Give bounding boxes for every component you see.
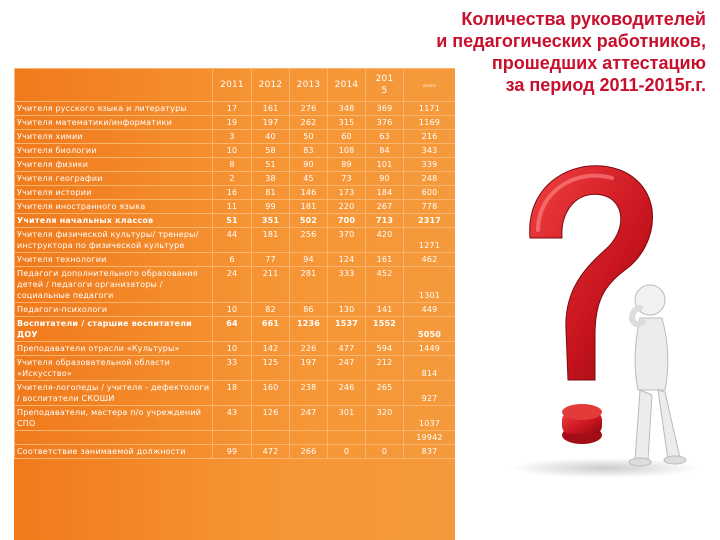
year-value-cell: 63 xyxy=(366,130,404,144)
year-value-cell: 161 xyxy=(252,102,290,116)
total-cell: 1271 xyxy=(404,228,456,253)
year-value-cell: 24 xyxy=(213,267,252,303)
table-row xyxy=(15,356,456,381)
total-cell: 837 xyxy=(404,445,456,459)
year-value-cell: 477 xyxy=(328,342,366,356)
year-value-cell: 146 xyxy=(290,186,328,200)
year-value-cell: 301 xyxy=(328,406,366,431)
year-value-cell: 220 xyxy=(328,200,366,214)
year-value-cell: 594 xyxy=(366,342,404,356)
year-value-cell: 8 xyxy=(213,158,252,172)
total-cell: 343 xyxy=(404,144,456,158)
header-cell-2015: 201 5 xyxy=(366,69,404,102)
year-value-cell: 60 xyxy=(328,130,366,144)
table-row xyxy=(15,317,456,342)
year-value-cell: 89 xyxy=(328,158,366,172)
year-value-cell: 19 xyxy=(213,116,252,130)
year-value-cell: 101 xyxy=(366,158,404,172)
year-value-cell: 50 xyxy=(290,130,328,144)
year-value-cell xyxy=(366,431,404,445)
year-value-cell: 40 xyxy=(252,130,290,144)
header-cell-total: всего xyxy=(404,69,456,102)
year-value-cell: 142 xyxy=(252,342,290,356)
total-cell: 927 xyxy=(404,381,456,406)
row-label: Учителя иностранного языка xyxy=(15,200,213,214)
table-row xyxy=(15,342,456,356)
row-label: Педагоги дополнительного образования детей / педагоги организаторы / социальные педагоги xyxy=(15,267,213,303)
table-header-row xyxy=(15,69,456,102)
year-value-cell: 256 xyxy=(290,228,328,253)
total-cell: 1171 xyxy=(404,102,456,116)
total-cell: 1169 xyxy=(404,116,456,130)
slide-title xyxy=(436,8,706,96)
table-body xyxy=(15,69,456,459)
table-row xyxy=(15,172,456,186)
row-label: Учителя географии xyxy=(15,172,213,186)
row-label: Учителя физической культуры/ тренеры/ инструктора по физической культуре xyxy=(15,228,213,253)
year-value-cell: 0 xyxy=(366,445,404,459)
total-cell: 339 xyxy=(404,158,456,172)
year-value-cell: 370 xyxy=(328,228,366,253)
year-value-cell: 472 xyxy=(252,445,290,459)
year-value-cell: 90 xyxy=(366,172,404,186)
year-value-cell: 125 xyxy=(252,356,290,381)
year-value-cell: 226 xyxy=(290,342,328,356)
year-value-cell: 173 xyxy=(328,186,366,200)
year-value-cell: 3 xyxy=(213,130,252,144)
year-value-cell: 0 xyxy=(328,445,366,459)
year-value-cell: 94 xyxy=(290,253,328,267)
year-value-cell: 33 xyxy=(213,356,252,381)
year-value-cell: 247 xyxy=(328,356,366,381)
year-value-cell: 45 xyxy=(290,172,328,186)
row-label: Учителя начальных классов xyxy=(15,214,213,228)
total-cell: 248 xyxy=(404,172,456,186)
year-value-cell: 51 xyxy=(252,158,290,172)
row-label: Учителя-логопеды / учителя - дефектологи / воспитатели СКОШИ xyxy=(15,381,213,406)
total-cell: 600 xyxy=(404,186,456,200)
table-row xyxy=(15,158,456,172)
year-value-cell: 266 xyxy=(290,445,328,459)
year-value-cell: 369 xyxy=(366,102,404,116)
year-value-cell: 1537 xyxy=(328,317,366,342)
header-cell-2013: 2013 xyxy=(290,69,328,102)
row-label xyxy=(15,431,213,445)
year-value-cell: 83 xyxy=(290,144,328,158)
year-value-cell xyxy=(328,431,366,445)
row-label: Учителя биологии xyxy=(15,144,213,158)
year-value-cell: 58 xyxy=(252,144,290,158)
year-value-cell: 10 xyxy=(213,342,252,356)
year-value-cell: 502 xyxy=(290,214,328,228)
row-label: Учителя химии xyxy=(15,130,213,144)
total-cell: 2317 xyxy=(404,214,456,228)
year-value-cell: 160 xyxy=(252,381,290,406)
table-row xyxy=(15,228,456,253)
year-value-cell: 661 xyxy=(252,317,290,342)
table-row xyxy=(15,253,456,267)
header-cell-2011: 2011 xyxy=(213,69,252,102)
year-value-cell: 276 xyxy=(290,102,328,116)
year-value-cell: 43 xyxy=(213,406,252,431)
year-value-cell: 267 xyxy=(366,200,404,214)
title-line-4: за период 2011-2015г.г. xyxy=(505,75,706,95)
year-value-cell: 320 xyxy=(366,406,404,431)
year-value-cell: 1236 xyxy=(290,317,328,342)
header-cell-2014: 2014 xyxy=(328,69,366,102)
row-label: Учителя истории xyxy=(15,186,213,200)
year-value-cell: 265 xyxy=(366,381,404,406)
total-cell: 216 xyxy=(404,130,456,144)
year-value-cell: 124 xyxy=(328,253,366,267)
year-value-cell: 376 xyxy=(366,116,404,130)
total-cell: 1037 xyxy=(404,406,456,431)
year-value-cell: 181 xyxy=(290,200,328,214)
header-cell-label xyxy=(15,69,213,102)
title-line-1: Количества руководителей xyxy=(461,9,706,29)
title-line-2: и педагогических работников, xyxy=(436,31,706,51)
header-cell-2012: 2012 xyxy=(252,69,290,102)
row-label: Преподаватели, мастера п/о учреждений СПО xyxy=(15,406,213,431)
total-cell: 462 xyxy=(404,253,456,267)
year-value-cell: 2 xyxy=(213,172,252,186)
year-value-cell: 333 xyxy=(328,267,366,303)
row-label: Соответствие занимаемой должности xyxy=(15,445,213,459)
row-label: Учителя русского языка и литературы xyxy=(15,102,213,116)
table-row xyxy=(15,406,456,431)
year-value-cell: 351 xyxy=(252,214,290,228)
table-row xyxy=(15,144,456,158)
year-value-cell xyxy=(213,431,252,445)
year-value-cell: 99 xyxy=(213,445,252,459)
title-line-3: прошедших аттестацию xyxy=(491,53,706,73)
row-label: Учителя образовательной области «Искусство» xyxy=(15,356,213,381)
total-cell: 778 xyxy=(404,200,456,214)
year-value-cell: 44 xyxy=(213,228,252,253)
question-mark-figure-illustration xyxy=(500,150,710,480)
row-label: Преподаватели отрасли «Культуры» xyxy=(15,342,213,356)
year-value-cell: 212 xyxy=(366,356,404,381)
year-value-cell: 10 xyxy=(213,144,252,158)
year-value-cell: 16 xyxy=(213,186,252,200)
table-row xyxy=(15,116,456,130)
table-row xyxy=(15,186,456,200)
year-value-cell xyxy=(290,431,328,445)
table-row xyxy=(15,431,456,445)
total-cell: 814 xyxy=(404,356,456,381)
year-value-cell: 77 xyxy=(252,253,290,267)
year-value-cell: 281 xyxy=(290,267,328,303)
year-value-cell: 238 xyxy=(290,381,328,406)
table-row xyxy=(15,445,456,459)
year-value-cell: 197 xyxy=(252,116,290,130)
year-value-cell: 181 xyxy=(252,228,290,253)
year-value-cell: 99 xyxy=(252,200,290,214)
year-value-cell: 51 xyxy=(213,214,252,228)
year-value-cell: 315 xyxy=(328,116,366,130)
year-value-cell: 38 xyxy=(252,172,290,186)
year-value-cell: 86 xyxy=(290,303,328,317)
total-cell: 1301 xyxy=(404,267,456,303)
total-cell: 449 xyxy=(404,303,456,317)
year-value-cell: 73 xyxy=(328,172,366,186)
year-value-cell: 126 xyxy=(252,406,290,431)
year-value-cell: 141 xyxy=(366,303,404,317)
table-row xyxy=(15,267,456,303)
total-cell: 1449 xyxy=(404,342,456,356)
year-value-cell: 452 xyxy=(366,267,404,303)
year-value-cell: 247 xyxy=(290,406,328,431)
row-label: Учителя технологии xyxy=(15,253,213,267)
year-value-cell: 246 xyxy=(328,381,366,406)
year-value-cell: 348 xyxy=(328,102,366,116)
year-value-cell: 11 xyxy=(213,200,252,214)
row-label: Педагоги-психологи xyxy=(15,303,213,317)
year-value-cell: 161 xyxy=(366,253,404,267)
row-label: Воспитатели / старшие воспитатели ДОУ xyxy=(15,317,213,342)
year-value-cell: 17 xyxy=(213,102,252,116)
year-value-cell: 184 xyxy=(366,186,404,200)
year-value-cell: 420 xyxy=(366,228,404,253)
attestation-table-panel xyxy=(14,68,455,540)
table-row xyxy=(15,102,456,116)
year-value-cell: 90 xyxy=(290,158,328,172)
year-value-cell xyxy=(252,431,290,445)
table-row xyxy=(15,303,456,317)
attestation-table xyxy=(14,68,455,459)
row-label: Учителя математики/информатики xyxy=(15,116,213,130)
total-cell: 5050 xyxy=(404,317,456,342)
year-value-cell: 1552 xyxy=(366,317,404,342)
year-value-cell: 6 xyxy=(213,253,252,267)
table-row xyxy=(15,200,456,214)
year-value-cell: 64 xyxy=(213,317,252,342)
year-value-cell: 130 xyxy=(328,303,366,317)
year-value-cell: 197 xyxy=(290,356,328,381)
year-value-cell: 713 xyxy=(366,214,404,228)
year-value-cell: 18 xyxy=(213,381,252,406)
year-value-cell: 10 xyxy=(213,303,252,317)
table-row xyxy=(15,214,456,228)
year-value-cell: 700 xyxy=(328,214,366,228)
year-value-cell: 82 xyxy=(252,303,290,317)
row-label: Учителя физики xyxy=(15,158,213,172)
table-row xyxy=(15,130,456,144)
year-value-cell: 84 xyxy=(366,144,404,158)
table-row xyxy=(15,381,456,406)
year-value-cell: 262 xyxy=(290,116,328,130)
total-cell: 19942 xyxy=(404,431,456,445)
year-value-cell: 81 xyxy=(252,186,290,200)
year-value-cell: 211 xyxy=(252,267,290,303)
year-value-cell: 108 xyxy=(328,144,366,158)
